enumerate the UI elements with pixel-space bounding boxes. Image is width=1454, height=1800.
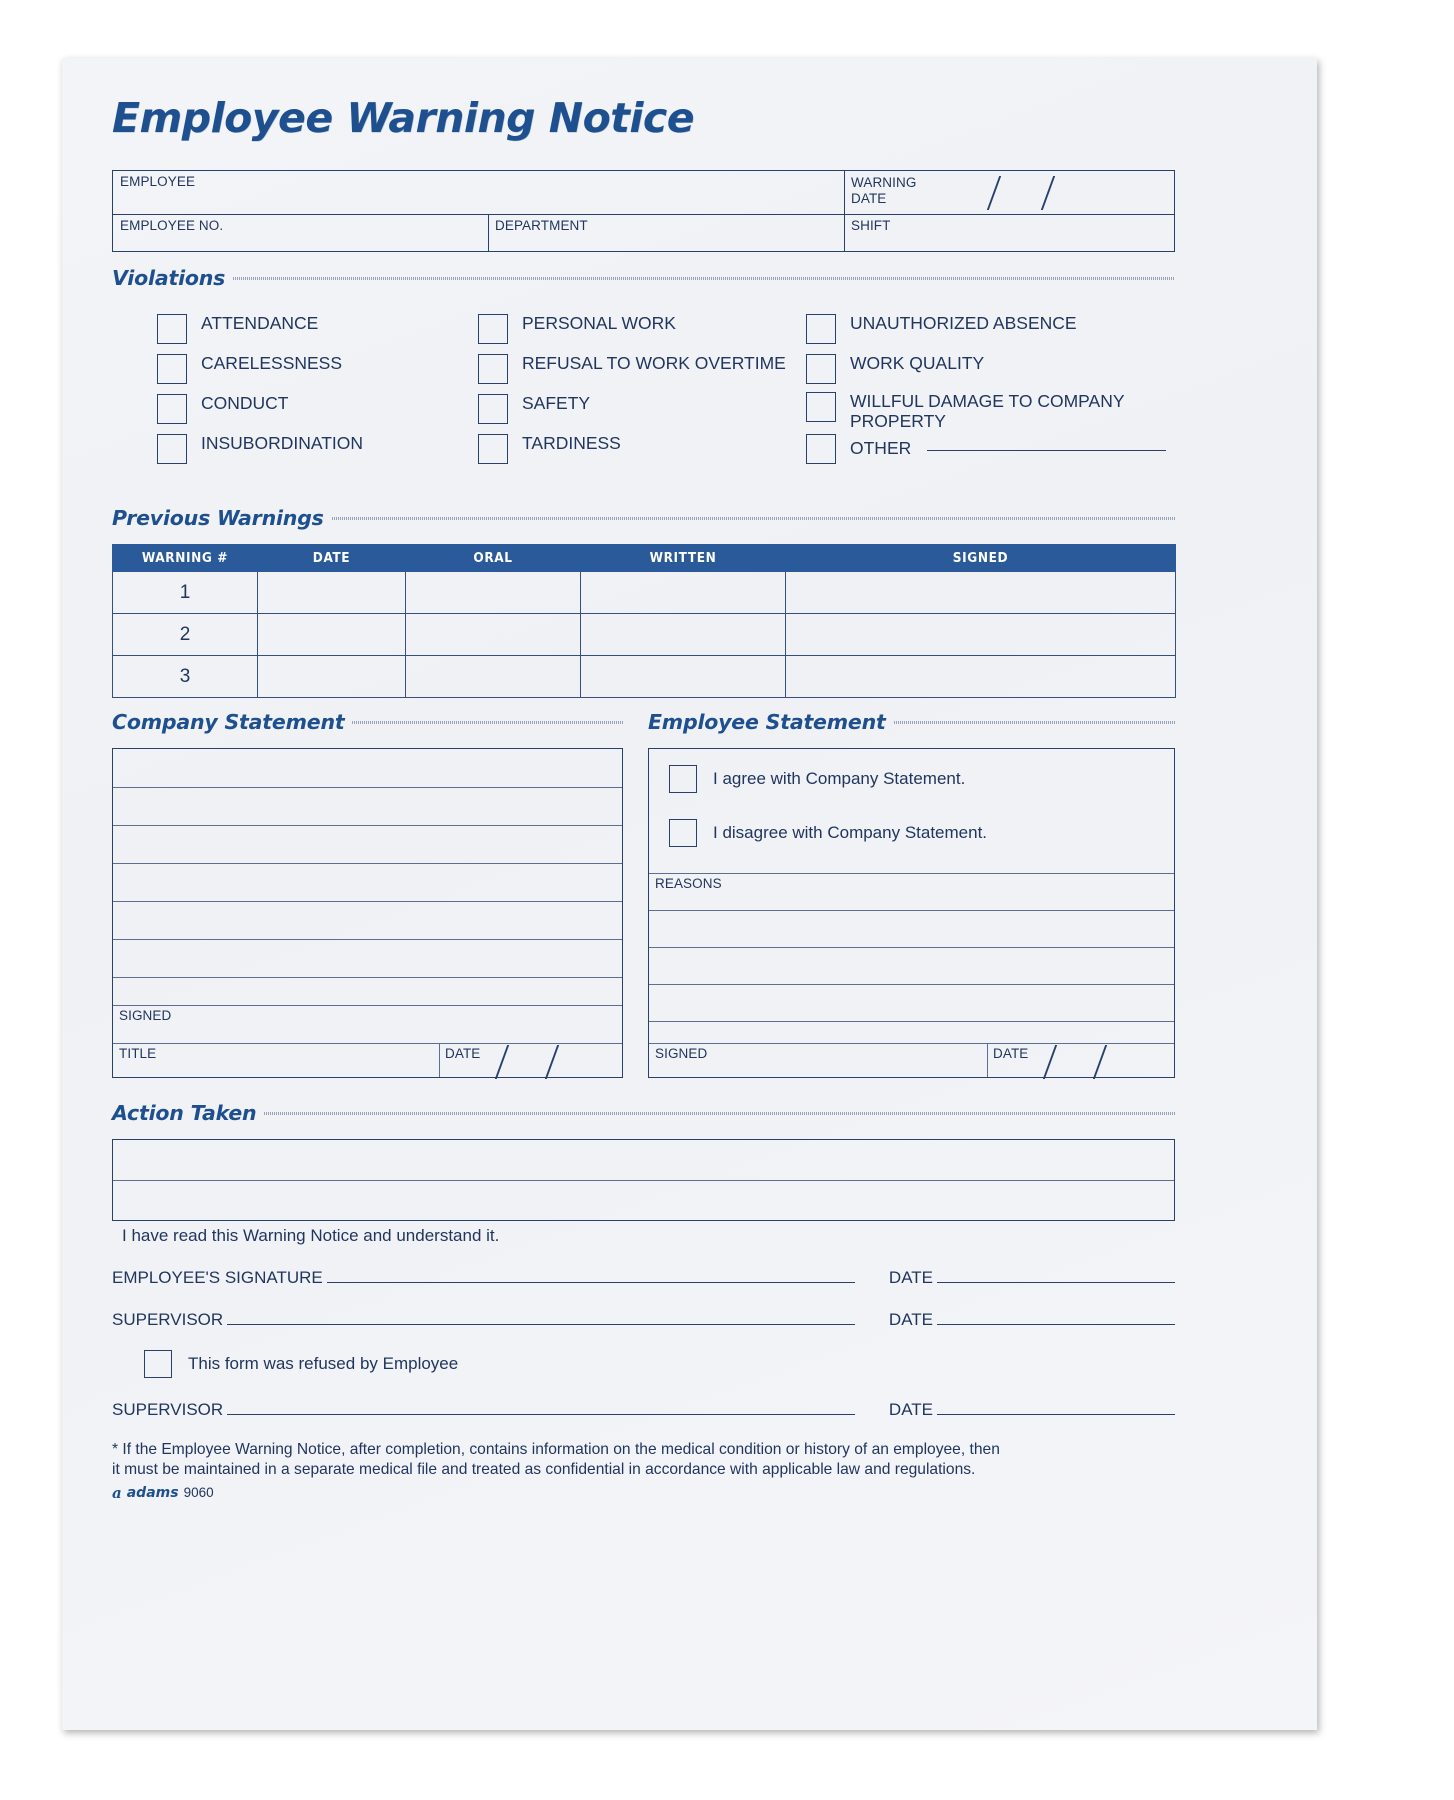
checkbox-agree[interactable] (669, 765, 697, 793)
violation-item-attendance[interactable]: ATTENDANCE (157, 314, 318, 344)
cell-oral[interactable] (406, 572, 581, 614)
title-divider (113, 1043, 622, 1044)
paper-sheet (62, 58, 1317, 1730)
header-row-1 (112, 170, 1175, 215)
date-label: DATE (888, 1268, 933, 1287)
table-header-row (113, 545, 1176, 572)
section-rule (264, 1111, 1175, 1115)
checkbox-refused-by-employee[interactable] (144, 1350, 172, 1378)
acknowledgement-section (112, 1226, 1175, 1502)
writing-line (113, 825, 622, 826)
violations-section (112, 266, 1175, 468)
previous-warnings-heading: Previous Warnings (112, 506, 1175, 530)
footnote-line-2: it must be maintained in a separate medical file and treated as confidential in accordance with applicable law and regulations. (112, 1460, 976, 1478)
table-row (113, 572, 1176, 614)
supervisor-date-line-2[interactable] (937, 1414, 1175, 1415)
employee-date-slashes (1049, 1045, 1101, 1079)
supervisor-label: SUPERVISOR (112, 1310, 224, 1329)
writing-line (113, 977, 622, 978)
column-header-warning-number: WARNING # (113, 545, 258, 572)
slash-mark (1041, 176, 1055, 210)
employee-no-label: EMPLOYEE NO. (120, 218, 224, 233)
previous-warnings-section (112, 506, 1175, 698)
checkbox-unauthorized-absence[interactable] (806, 314, 836, 344)
shift-label: SHIFT (851, 218, 891, 233)
checkbox-disagree[interactable] (669, 819, 697, 847)
reasons-divider (649, 873, 1174, 874)
writing-line (649, 984, 1174, 985)
column-header-date: DATE (258, 545, 406, 572)
supervisor-signature-row (112, 1310, 1175, 1330)
cell-date[interactable] (258, 572, 406, 614)
cell-warning-number: 1 (113, 572, 258, 614)
checkbox-willful-damage-to-company-property[interactable] (806, 392, 836, 422)
footnote (112, 1440, 1175, 1480)
cell-signed[interactable] (786, 614, 1176, 656)
writing-line (113, 863, 622, 864)
department-label: DEPARTMENT (495, 218, 588, 233)
checkbox-personal-work[interactable] (478, 314, 508, 344)
violation-item-carelessness[interactable]: CARELESSNESS (157, 354, 342, 384)
agree-option[interactable]: I agree with Company Statement. (669, 765, 965, 793)
cell-warning-number: 3 (113, 656, 258, 698)
disagree-option[interactable]: I disagree with Company Statement. (669, 819, 987, 847)
warning-date-slashes (993, 176, 1049, 210)
table-row (113, 614, 1176, 656)
company-date-label: DATE (445, 1046, 481, 1061)
page-title: Employee Warning Notice (112, 94, 695, 142)
slash-mark (1093, 1045, 1107, 1079)
header-row-2 (112, 214, 1175, 252)
violations-heading: Violations (112, 266, 1175, 290)
brand-name: adams (126, 1484, 179, 1501)
violation-item-personal-work[interactable]: PERSONAL WORK (478, 314, 676, 344)
writing-line (113, 1180, 1174, 1181)
checkbox-conduct[interactable] (157, 394, 187, 424)
table-row (113, 656, 1176, 698)
supervisor-signature-line-2[interactable] (227, 1414, 855, 1415)
column-header-signed: SIGNED (786, 545, 1176, 572)
writing-line (113, 939, 622, 940)
cell-written[interactable] (581, 656, 786, 698)
checkbox-refusal-to-work-overtime[interactable] (478, 354, 508, 384)
action-taken-section (112, 1101, 1175, 1221)
employee-date-label: DATE (993, 1046, 1029, 1061)
warning-date-label: WARNING DATE (851, 175, 917, 206)
form-content (110, 94, 1185, 1668)
acknowledgement-statement: I have read this Warning Notice and understand it. (122, 1226, 500, 1245)
company-statement-heading: Company Statement (112, 710, 623, 734)
violation-item-safety[interactable]: SAFETY (478, 394, 590, 424)
violation-item-refusal-overtime[interactable]: REFUSAL TO WORK OVERTIME (478, 354, 786, 384)
writing-line (113, 787, 622, 788)
violations-grid (112, 308, 1175, 468)
cell-oral[interactable] (406, 656, 581, 698)
checkbox-work-quality[interactable] (806, 354, 836, 384)
violation-item-tardiness[interactable]: TARDINESS (478, 434, 621, 464)
divider (844, 171, 845, 214)
divider (488, 215, 489, 251)
column-header-written: WRITTEN (581, 545, 786, 572)
divider (439, 1043, 440, 1077)
brand-logo (112, 1484, 1175, 1502)
employee-label: EMPLOYEE (120, 174, 196, 189)
company-title-label: TITLE (119, 1046, 157, 1061)
divider (844, 215, 845, 251)
reasons-label: REASONS (655, 876, 722, 891)
date-label: DATE (888, 1310, 933, 1329)
signed-divider (649, 1043, 1174, 1044)
section-rule (233, 276, 1175, 280)
writing-line (113, 901, 622, 902)
date-label: DATE (888, 1400, 933, 1419)
writing-line (649, 1021, 1174, 1022)
cell-written[interactable] (581, 572, 786, 614)
checkbox-tardiness[interactable] (478, 434, 508, 464)
employee-statement-box (648, 748, 1175, 1078)
checkbox-carelessness[interactable] (157, 354, 187, 384)
statements-section (112, 710, 1175, 1075)
action-taken-heading: Action Taken (112, 1101, 1175, 1125)
checkbox-insubordination[interactable] (157, 434, 187, 464)
refused-option[interactable]: This form was refused by Employee (144, 1350, 1175, 1378)
company-signed-label: SIGNED (119, 1008, 172, 1023)
supervisor-label-2: SUPERVISOR (112, 1400, 224, 1419)
divider (987, 1043, 988, 1077)
section-rule (332, 516, 1175, 520)
employee-signed-label: SIGNED (655, 1046, 708, 1061)
section-rule (894, 720, 1175, 724)
company-statement-box[interactable] (112, 748, 623, 1078)
cell-signed[interactable] (786, 656, 1176, 698)
slash-mark (1043, 1045, 1057, 1079)
employee-signature-label: EMPLOYEE'S SIGNATURE (112, 1268, 323, 1287)
supervisor-date-line[interactable] (937, 1324, 1175, 1325)
form-number: 9060 (183, 1485, 214, 1501)
cell-oral[interactable] (406, 614, 581, 656)
violation-item-unauthorized-absence[interactable]: UNAUTHORIZED ABSENCE (806, 314, 1077, 344)
previous-warnings-table (112, 544, 1176, 698)
adams-logo-icon: a (112, 1483, 122, 1502)
column-header-oral: ORAL (406, 545, 581, 572)
violation-item-other[interactable]: OTHER (806, 434, 1166, 464)
violation-item-insubordination[interactable]: INSUBORDINATION (157, 434, 363, 464)
violation-item-willful-damage[interactable]: WILLFUL DAMAGE TO COMPANY PROPERTY (806, 392, 1166, 431)
cell-date[interactable] (258, 614, 406, 656)
cell-warning-number: 2 (113, 614, 258, 656)
footnote-line-1: * If the Employee Warning Notice, after completion, contains information on the medical condition or history of an employee, then (112, 1441, 1000, 1458)
employee-date-line[interactable] (937, 1282, 1175, 1283)
violation-item-conduct[interactable]: CONDUCT (157, 394, 289, 424)
slash-mark (545, 1045, 559, 1079)
cell-signed[interactable] (786, 572, 1176, 614)
employee-signature-row (112, 1268, 1175, 1288)
section-rule (352, 720, 623, 724)
supervisor-signature-row-2 (112, 1400, 1175, 1420)
cell-written[interactable] (581, 614, 786, 656)
other-write-in-line[interactable] (927, 450, 1166, 451)
checkbox-safety[interactable] (478, 394, 508, 424)
action-taken-box[interactable] (112, 1139, 1175, 1221)
employee-statement-section (648, 710, 1175, 1078)
header-fields-block (112, 170, 1175, 252)
company-date-slashes (501, 1045, 553, 1079)
writing-line (649, 947, 1174, 948)
employee-signature-line[interactable] (327, 1282, 855, 1283)
cell-date[interactable] (258, 656, 406, 698)
supervisor-signature-line[interactable] (227, 1324, 855, 1325)
violation-item-work-quality[interactable]: WORK QUALITY (806, 354, 984, 384)
employee-statement-heading: Employee Statement (648, 710, 1175, 734)
checkbox-other[interactable] (806, 434, 836, 464)
writing-line (649, 910, 1174, 911)
checkbox-attendance[interactable] (157, 314, 187, 344)
slash-mark (495, 1045, 509, 1079)
signed-divider (113, 1005, 622, 1006)
slash-mark (987, 176, 1001, 210)
company-statement-section (112, 710, 623, 1078)
